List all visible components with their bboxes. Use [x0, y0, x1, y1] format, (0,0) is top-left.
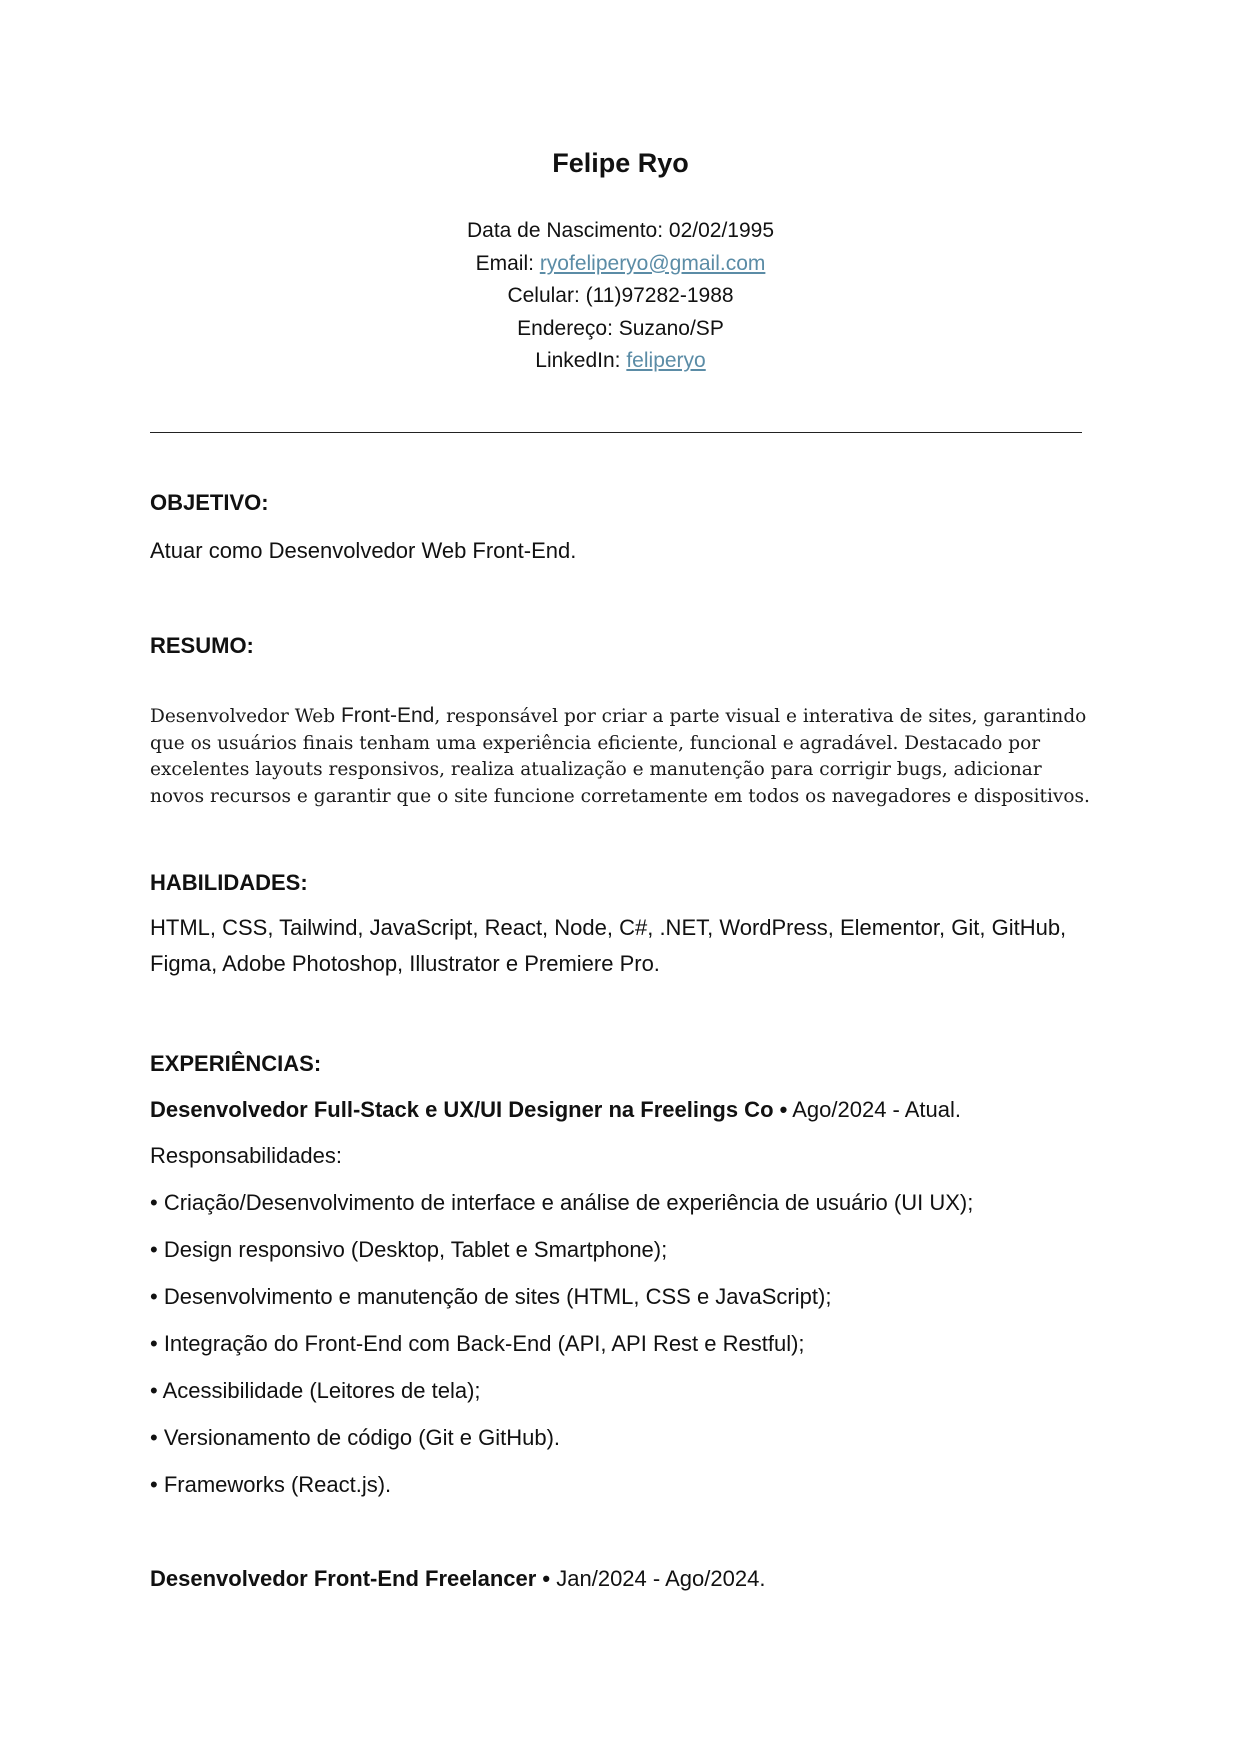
skills-heading: HABILIDADES:	[150, 870, 308, 895]
summary-text-start: Desenvolvedor Web	[150, 706, 341, 727]
job-1-title: Desenvolvedor Full-Stack e UX/UI Designer na Freelings Co •	[150, 1097, 788, 1122]
birth-date-label: Data de Nascimento:	[466, 219, 664, 242]
list-item: • Criação/Desenvolvimento de interface e análise de experiência de usuário (UI UX);	[150, 1190, 974, 1215]
objective-heading: OBJETIVO:	[150, 490, 269, 515]
email-line	[0, 248, 1241, 281]
list-item: • Desenvolvimento e manutenção de sites (HTML, CSS e JavaScript);	[150, 1284, 832, 1309]
contact-info	[0, 215, 1241, 378]
job-2-title: Desenvolvedor Front-End Freelancer •	[150, 1566, 551, 1591]
summary-text-rest: , responsável por criar a parte visual e interativa de sites, garantindo que os usuários finais tenham uma experiência eficiente, funcional e agradável. Destacado por excelentes layouts responsivos, realiza atualização e manutenção para corrigir bugs, adicionar novos recursos e garantir que o site funcione corretamente em todos os navegadores e dispositivos.	[150, 706, 1090, 807]
skills-text: HTML, CSS, Tailwind, JavaScript, React, Node, C#, .NET, WordPress, Elementor, Git, GitHub, Figma, Adobe Photoshop, Illustrator e Premiere Pro.	[150, 915, 1067, 976]
phone-label: Celular:	[507, 284, 580, 307]
responsibilities-list	[150, 1188, 1100, 1517]
job-1-date: Ago/2024 - Atual.	[787, 1097, 962, 1122]
section-divider	[150, 432, 1082, 433]
summary-heading: RESUMO:	[150, 633, 254, 658]
address-label: Endereço:	[517, 316, 613, 340]
list-item: • Design responsivo (Desktop, Tablet e Smartphone);	[150, 1237, 668, 1262]
phone-value: (11)97282-1988	[585, 284, 734, 307]
list-item: • Integração do Front-End com Back-End (API, API Rest e Restful);	[150, 1331, 805, 1356]
email-label: Email:	[475, 251, 534, 275]
birth-date-line	[0, 215, 1241, 248]
candidate-name: Felipe Ryo	[552, 148, 689, 178]
linkedin-link[interactable]: feliperyo	[626, 349, 706, 372]
email-link[interactable]: ryofeliperyo@gmail.com	[539, 251, 766, 275]
job-2-date: Jan/2024 - Ago/2024.	[550, 1566, 766, 1591]
address-line	[0, 313, 1241, 346]
job-2-title-line	[150, 1566, 1100, 1592]
birth-date-value: 02/02/1995	[668, 219, 775, 242]
list-item: • Acessibilidade (Leitores de tela);	[150, 1378, 481, 1403]
phone-line	[0, 280, 1241, 313]
list-item: • Versionamento de código (Git e GitHub).	[150, 1425, 561, 1450]
objective-text: Atuar como Desenvolvedor Web Front-End.	[150, 538, 577, 563]
responsibilities-label: Responsabilidades:	[150, 1143, 343, 1168]
address-value: Suzano/SP	[618, 316, 724, 340]
summary-text	[150, 703, 1095, 810]
experience-heading: EXPERIÊNCIAS:	[150, 1051, 322, 1076]
job-1-title-line	[150, 1097, 1100, 1123]
list-item: • Frameworks (React.js).	[150, 1472, 392, 1497]
linkedin-label: LinkedIn:	[535, 349, 621, 372]
summary-highlight: Front-End	[340, 704, 435, 727]
linkedin-line	[0, 345, 1241, 378]
